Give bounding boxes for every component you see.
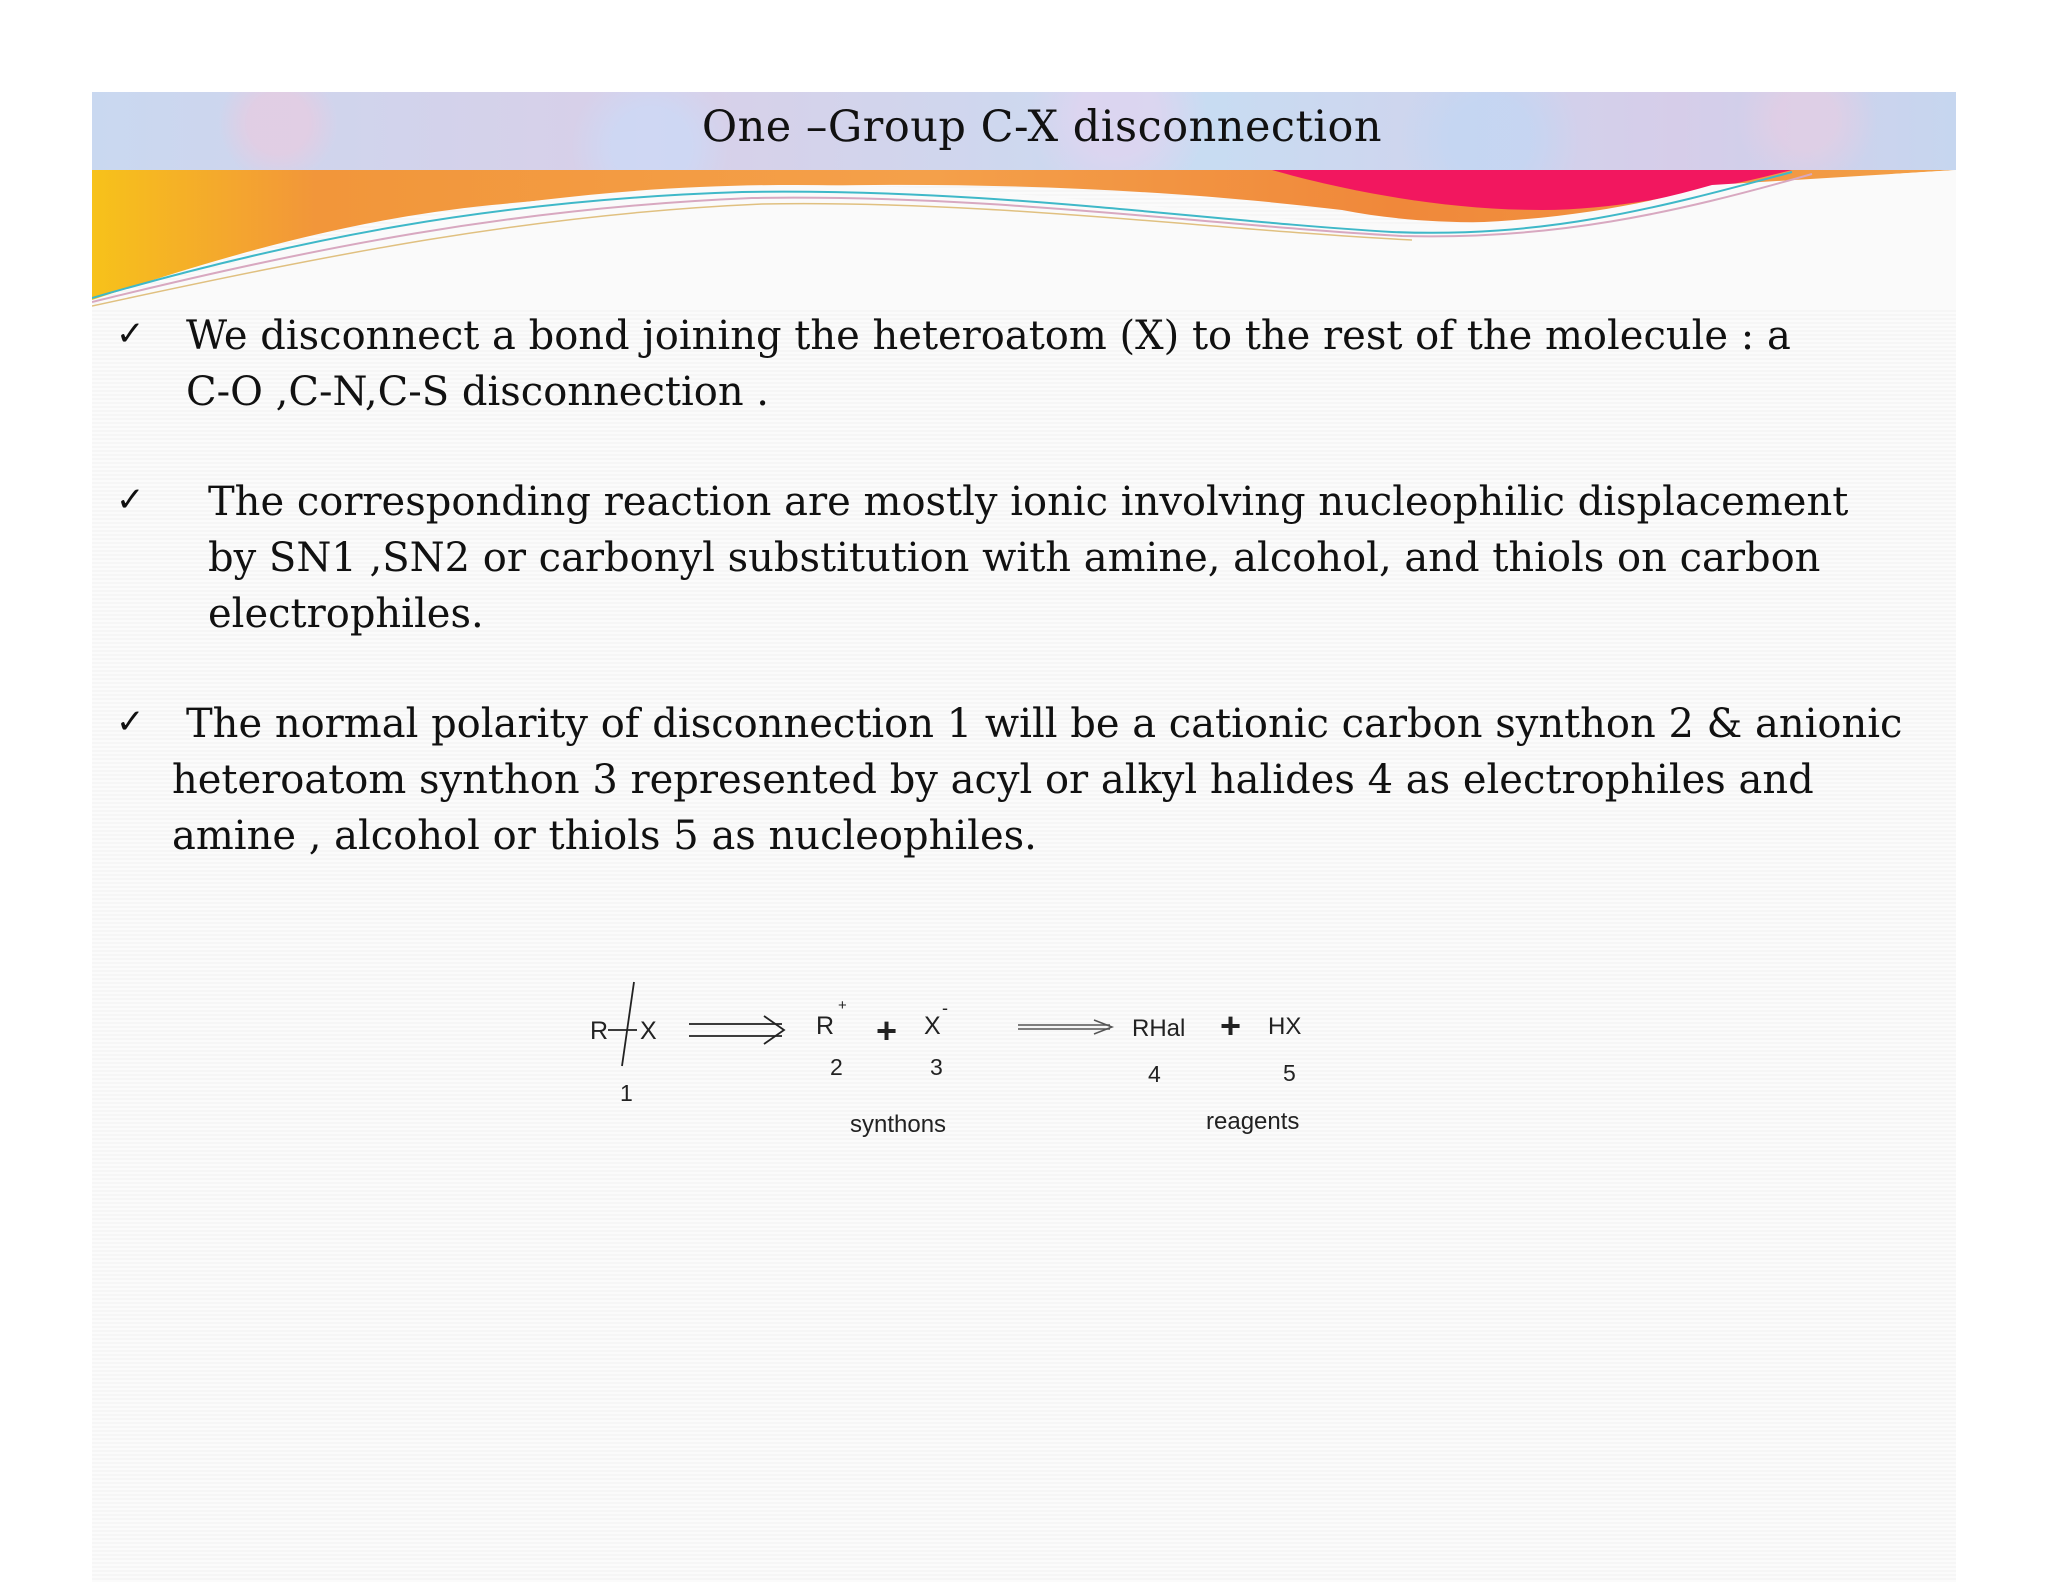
check-icon: ✓ [116,480,145,520]
bullet-1-line-2: C-O ,C-N,C-S disconnection . [186,369,770,415]
bullet-2-line-2: by SN1 ,SN2 or carbonyl substitution with amine, alcohol, and thiols on carbon [208,535,1821,581]
anion-number: 3 [930,1054,943,1080]
check-icon: ✓ [116,314,145,354]
bullet-2-line-3: electrophiles. [208,591,484,637]
reagent-hx-number: 5 [1283,1060,1296,1086]
disconnection-scheme [92,92,1956,1582]
retrosynthesis-arrow [689,1016,784,1044]
reagent-rhal-number: 4 [1148,1061,1161,1087]
check-icon: ✓ [116,702,145,742]
substrate-number: 1 [620,1080,633,1106]
plus-sign: + [1220,1005,1242,1046]
reagent-rhal: RHal [1132,1015,1186,1042]
anion-charge: - [942,998,948,1018]
forward-arrow [1018,1020,1112,1034]
bullet-3-line-1: The normal polarity of disconnection 1 will be a cationic carbon synthon 2 & anionic [186,701,1903,747]
reagents-label: reagents [1206,1108,1300,1135]
plus-sign: + [876,1010,898,1051]
disconnection-mark [622,982,634,1066]
reagent-hx: HX [1268,1013,1302,1040]
bullet-2-line-1: The corresponding reaction are mostly ionic involving nucleophilic displacement [208,479,1849,525]
slide [92,92,1956,1582]
bullet-3-line-3: amine , alcohol or thiols 5 as nucleophiles. [172,813,1037,859]
substrate-x: X [640,1017,657,1045]
cation-charge: + [838,997,847,1014]
cation-number: 2 [830,1054,843,1080]
anion-x: X [924,1012,941,1040]
slide-title: One –Group C-X disconnection [701,102,1383,152]
substrate-r: R [590,1017,609,1045]
bullet-3-line-2: heteroatom synthon 3 represented by acyl or alkyl halides 4 as electrophiles and [172,757,1814,803]
synthons-label: synthons [850,1111,947,1138]
cation-r: R [816,1012,835,1040]
bullet-1-line-1: We disconnect a bond joining the heteroatom (X) to the rest of the molecule : a [186,313,1791,359]
